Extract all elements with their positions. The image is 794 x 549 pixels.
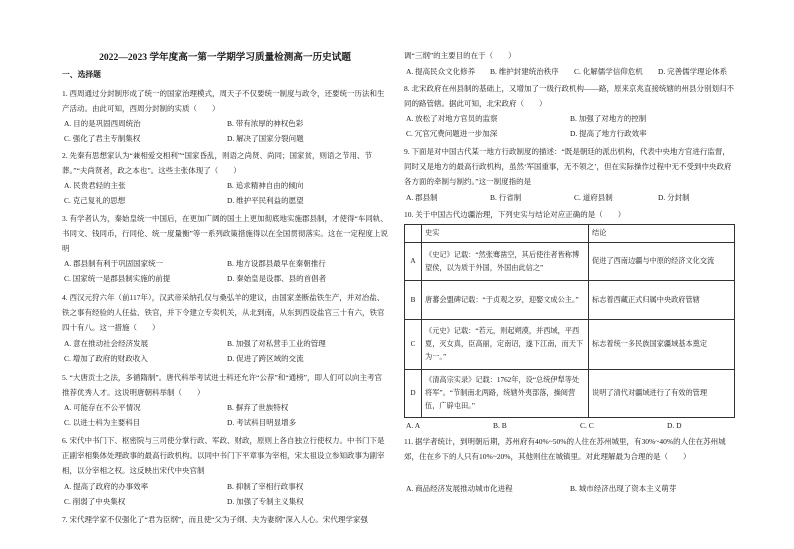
option-d: D. 维护平民利益的愿望 [227, 195, 304, 205]
option-c: C. 道府县制 [574, 192, 613, 202]
row-label: C [405, 320, 422, 370]
question-5-options [62, 400, 388, 430]
option-d: D. 完善儒学理论体系 [658, 66, 728, 76]
table-row [405, 243, 735, 281]
row-conclusion: 标志着西藏正式归属中央政府管辖 [589, 281, 735, 320]
question-9-options [404, 190, 734, 205]
question-6-options [62, 479, 388, 509]
option-a: A. 提高民众文化修养 [406, 66, 476, 76]
question-9-stem: 9. 下面是对中国古代某一地方行政制度的描述：“既是朝廷的派出机构，代表中央地方官进行监督，同时又是地方的最高行政机构，虽然‘军国重事，无不领之’，但在实际操作过程中无不受到中央政府各方面的牵制与制约。”这一制度指的是 [404, 146, 732, 186]
table-row [405, 370, 735, 418]
option-a: A. 意在推动社会经济发展 [64, 338, 149, 348]
option-c: C. 化解儒学信仰危机 [574, 66, 643, 76]
question-4-stem: 4. 西汉元狩六年（前117年），汉武帝采纳孔仅与桑弘羊的建议，由国家垄断盐铁生产，并对冶盐、铁之事有经验的人任盐、铁官，并下令建立专卖机关，从北到南，从东到西设盐官三十有六，铁官四十有八。这一措施（ ） [62, 292, 385, 332]
option-b: B. 追求精神自由的倾向 [227, 180, 304, 190]
option-a: A. 提高了政府的办事效率 [64, 481, 149, 491]
option-c: C. 增加了政府的财政收入 [64, 353, 148, 363]
row-label: A [405, 243, 422, 281]
option-d: D. 解决了国家分裂问题 [227, 133, 304, 143]
question-2-options [62, 178, 388, 208]
question-6-stem: 6. 宋代中书门下、枢密院与三司使分掌行政、军政、财政，原则上各自独立行使权力。中书门下是正副宰相集体处理政事的最高行政机构。以同中书门下平章事为宰相，宋太祖设立参知政事为副宰相，以分宰相之权。这反映出宋代中央官制 [62, 435, 385, 475]
question-7-options [404, 64, 734, 79]
row-fact: 《元史》记载：“若元，则起朔漠，并西域，平西夏，灭女真，臣高丽，定南诏，遂下江南，而天下为一。” [422, 320, 589, 370]
option-c: C. 国家统一是郡县制实施的前提 [64, 273, 171, 283]
option-d: D. 考试科目明显增多 [227, 417, 297, 427]
option-a: A. A [406, 421, 421, 430]
table-row [405, 281, 735, 320]
option-d: D. 促进了跨区域的交流 [227, 353, 304, 363]
option-b: B. 摒弃了世族特权 [227, 402, 289, 412]
option-b: B. 带有浓厚的神权色彩 [227, 118, 304, 128]
question-8-stem: 8. 北宋政府在州县制的基础上，又增加了一级行政机构——路，原来京兆直接统辖的州县分别划归不同的路管辖。据此可知，北宋政府（ ） [404, 83, 734, 108]
option-b: B. 加强了对私营手工业的管理 [227, 338, 326, 348]
option-d: D. 提高了地方行政效率 [570, 128, 647, 138]
option-d: D. D [667, 421, 682, 430]
row-label: B [405, 281, 422, 320]
row-label: D [405, 370, 422, 418]
option-a: A. 郡县制 [406, 192, 438, 202]
table-row [405, 320, 735, 370]
option-d: D. 分封制 [658, 192, 690, 202]
row-conclusion: 促进了西南边疆与中原的经济文化交流 [589, 243, 735, 281]
question-1-options [62, 116, 388, 146]
option-b: B. 加强了对地方的控制 [570, 113, 647, 123]
option-c: C. 削弱了中央集权 [64, 496, 126, 506]
option-d: D. 秦始皇是设郡、县的首倡者 [227, 273, 327, 283]
question-8-options [404, 111, 734, 141]
option-b: B. 城市经济出现了资本主义萌芽 [570, 484, 677, 493]
row-fact: 唐蕃会盟碑记载：“于贞观之岁，迎娶文成公主。” [422, 281, 589, 320]
option-a: A. 商品经济发展推动城市化进程 [406, 484, 513, 493]
option-b: B. 抑制了宰相行政事权 [227, 481, 304, 491]
option-c: C. 以进士科为主要科目 [64, 417, 141, 427]
option-b: B. 行省制 [490, 192, 522, 202]
option-c: C. C [580, 421, 594, 430]
option-a: A. 可能存在不公平情况 [64, 402, 141, 412]
row-conclusion: 标志着统一多民族国家疆域基本奠定 [589, 320, 735, 370]
option-a: A. 郡县制有利于巩固国家统一 [64, 258, 164, 268]
exam-title: 2022—2023 学年度高一第一学期学习质量检测高一历史试题 [99, 51, 351, 63]
option-a: A. 放松了对地方官员的监察 [406, 113, 498, 123]
question-1-stem: 1. 西周通过分封制形成了统一的国家治理模式，周天子不仅要统一制度与政令，还要统一历法和生产活动。由此可知，西周分封制的实质（ ） [62, 88, 385, 113]
question-5-stem: 5. “大唐贡士之法，多循隋制”。唐代科举考试进士科还允许“公荐”和“通榜”，即人们可以向主考官推荐优秀人才。这说明唐朝科举制（ ） [62, 372, 382, 397]
row-conclusion: 说明了清代对疆域进行了有效的管理 [589, 370, 735, 418]
table-header-label [405, 225, 422, 243]
question-11-options [404, 481, 734, 496]
table-header-conclusion: 结论 [589, 225, 735, 243]
question-7-stem: 7. 宋代理学家不仅强化了“君为臣纲”，而且使“父为子纲、夫为妻纲”深入人心。宋代理学家强 [62, 514, 368, 524]
question-3-options [62, 256, 388, 286]
option-b: B. 地方设郡县最早在秦朝推行 [227, 258, 326, 268]
option-d: D. 加强了专制主义集权 [227, 496, 304, 506]
question-2-stem: 2. 先秦有思想家认为“兼相爱交相利”“国家昏乱，则语之尚贤、尚同；国家贫，则语之节用、节葬。”“夫尚贤者，政之本也”。这些主张体现了（ ） [62, 150, 372, 175]
option-c: C. 强化了君主专制集权 [64, 133, 141, 143]
question-11-stem: 11. 据学者统计，到明朝后期，苏州府有40%~50%的人住在苏州城里，有30%~40%的人住在苏州城郊，住在乡下的人只有10%~20%，其他则住在城镇里。对此理解最为合理的是（ ） [404, 437, 726, 461]
question-10-options [404, 418, 734, 433]
option-b: B. B [493, 421, 507, 430]
row-fact: 《清高宗实录》记载：1762年，设“总统伊犁等处将军”。“节制南北两路，统辖外夷部落，操阅营伍，广辟屯田。” [422, 370, 589, 418]
option-c: C. 冗官冗费问题进一步加深 [406, 128, 498, 138]
question-4-options [62, 336, 388, 366]
question-7-stem-continued: 调“三纲”的主要目的在于（ ） [404, 50, 516, 60]
option-c: C. 克己复礼的思想 [64, 195, 126, 205]
option-b: B. 维护封建统治秩序 [490, 66, 559, 76]
option-a: A. 民贵君轻的主张 [64, 180, 126, 190]
option-a: A. 目的是巩固西周统治 [64, 118, 141, 128]
question-3-stem: 3. 有学者认为，秦始皇统一中国后，在更加广阔的国土上更加彻底地实施郡县制，才使得“车同轨、书同文、钱同币，行同伦、统一度量衡”等一系列政策措施得以在全国贯彻落实。这在一定程度上说明 [62, 213, 388, 253]
table-header-fact: 史实 [422, 225, 589, 243]
question-10-stem: 10. 关于中国古代边疆治理，下列史实与结论对应正确的是（ ） [404, 209, 626, 219]
question-10-table [404, 224, 735, 418]
section-heading: 一、选择题 [62, 69, 101, 79]
row-fact: 《史记》记载：“然张骞凿空，其后使往者皆称博望侯，以为质于外国，外国由此信之” [422, 243, 589, 281]
table-header-row [405, 225, 735, 243]
